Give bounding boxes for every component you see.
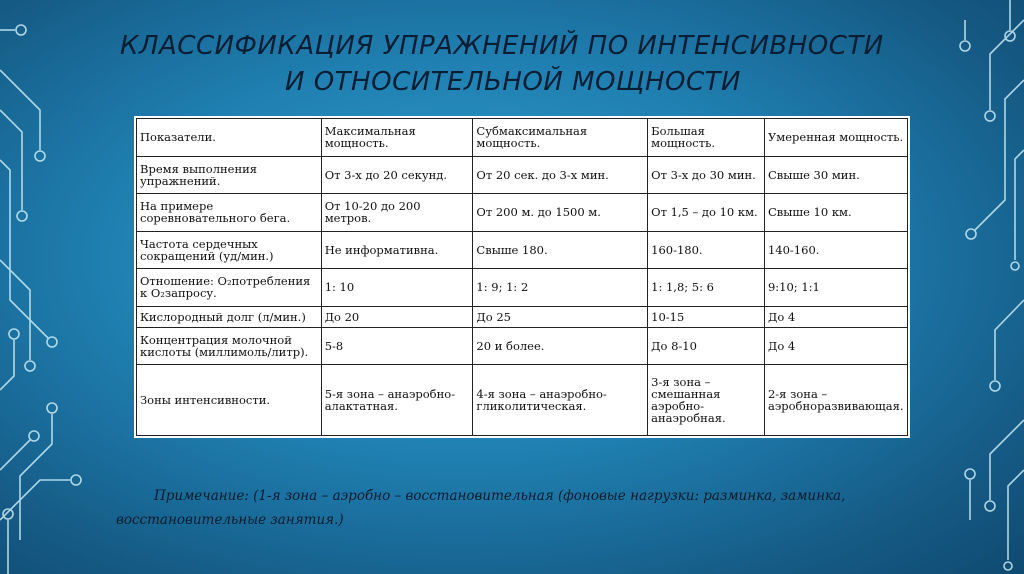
table-cell: 3-я зона – смешанная аэробно-анаэробная. <box>648 365 765 436</box>
row-label: Зоны интенсивности. <box>137 365 322 436</box>
table-header-row <box>137 119 908 157</box>
table-cell: 160-180. <box>648 231 765 269</box>
title-line-1: КЛАССИФИКАЦИЯ УПРАЖНЕНИЙ ПО ИНТЕНСИВНОСТИ <box>120 31 884 61</box>
row-label: Частота сердечных сокращений (уд/мин.) <box>137 231 322 269</box>
table-cell: 2-я зона – аэробноразвивающая. <box>764 365 907 436</box>
header-cell: Большая мощность. <box>648 119 765 157</box>
table-cell: 4-я зона – анаэробно-гликолитическая. <box>473 365 648 436</box>
table-cell: До 25 <box>473 306 648 327</box>
table-cell: От 3-х до 30 мин. <box>648 156 765 194</box>
footnote-line-1: Примечание: (1-я зона – аэробно – восстановительная (фоновые нагрузки: разминка, заминка, <box>154 488 846 504</box>
table-cell: 5-8 <box>321 327 473 365</box>
table-row <box>137 365 908 436</box>
table-cell: От 10-20 до 200 метров. <box>321 194 473 232</box>
header-cell: Показатели. <box>137 119 322 157</box>
table-row <box>137 156 908 194</box>
table-cell: 9:10; 1:1 <box>764 269 907 307</box>
table-row <box>137 194 908 232</box>
header-cell: Умеренная мощность. <box>764 119 907 157</box>
header-cell: Субмаксимальная мощность. <box>473 119 648 157</box>
table-cell: От 20 сек. до 3-х мин. <box>473 156 648 194</box>
title-line-2: И ОТНОСИТЕЛЬНОЙ МОЩНОСТИ <box>285 67 741 97</box>
row-label: На примере соревновательного бега. <box>137 194 322 232</box>
footnote-line-2: восстановительные занятия.) <box>116 512 344 528</box>
table-cell: От 200 м. до 1500 м. <box>473 194 648 232</box>
row-label: Время выполнения упражнений. <box>137 156 322 194</box>
table-cell: 140-160. <box>764 231 907 269</box>
table-cell: 5-я зона – анаэробно-алактатная. <box>321 365 473 436</box>
header-cell: Максимальная мощность. <box>321 119 473 157</box>
slide-title <box>120 28 940 100</box>
table-cell: Свыше 30 мин. <box>764 156 907 194</box>
table-cell: 10-15 <box>648 306 765 327</box>
table-row <box>137 327 908 365</box>
table-cell: Свыше 10 км. <box>764 194 907 232</box>
table-row <box>137 306 908 327</box>
table-cell: 1: 10 <box>321 269 473 307</box>
footnote <box>116 484 966 532</box>
table-cell: 1: 9; 1: 2 <box>473 269 648 307</box>
intensity-table <box>134 116 910 438</box>
table-cell: Свыше 180. <box>473 231 648 269</box>
table-row <box>137 269 908 307</box>
table-cell: 1: 1,8; 5: 6 <box>648 269 765 307</box>
table-cell: До 4 <box>764 306 907 327</box>
table-cell: До 4 <box>764 327 907 365</box>
table-cell: До 20 <box>321 306 473 327</box>
table-row <box>137 231 908 269</box>
table-cell: От 1,5 – до 10 км. <box>648 194 765 232</box>
row-label: Кислородный долг (л/мин.) <box>137 306 322 327</box>
row-label: Отношение: О₂потребления к О₂запросу. <box>137 269 322 307</box>
row-label: Концентрация молочной кислоты (миллимоль/литр). <box>137 327 322 365</box>
table-cell: От 3-х до 20 секунд. <box>321 156 473 194</box>
table-cell: До 8-10 <box>648 327 765 365</box>
table-cell: Не информативна. <box>321 231 473 269</box>
table-cell: 20 и более. <box>473 327 648 365</box>
